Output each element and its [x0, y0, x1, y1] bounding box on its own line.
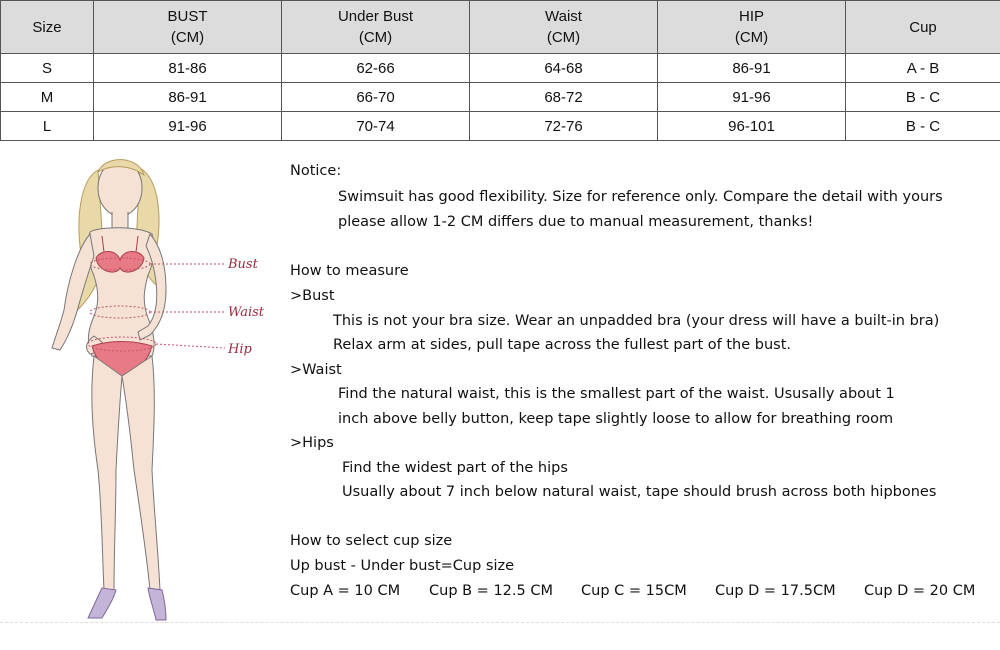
header-bust: BUST (CM) [94, 1, 282, 54]
cell-under-bust: 70-74 [282, 112, 470, 141]
cup-size-title: How to select cup size [290, 533, 453, 549]
bust-text: This is not your bra size. Wear an unpadded bra (your dress will have a built-in bra) [333, 313, 940, 329]
cup-item: Cup D = 20 CM [864, 583, 976, 599]
header-size: Size [1, 1, 94, 54]
cell-hip: 96-101 [658, 112, 846, 141]
size-chart-table [0, 0, 1000, 141]
cell-size: M [1, 83, 94, 112]
header-cup: Cup [846, 1, 1000, 54]
cup-item: Cup B = 12.5 CM [429, 583, 553, 599]
hips-text: Find the widest part of the hips [342, 460, 568, 476]
header-hip: HIP (CM) [658, 1, 846, 54]
cell-size: S [1, 54, 94, 83]
waist-text: Find the natural waist, this is the smallest part of the waist. Ususally about 1 [338, 386, 895, 402]
cell-under-bust: 62-66 [282, 54, 470, 83]
bust-label: Bust [228, 257, 258, 272]
cell-hip: 91-96 [658, 83, 846, 112]
notice-text: please allow 1-2 CM differs due to manual measurement, thanks! [338, 214, 814, 230]
cup-formula: Up bust - Under bust=Cup size [290, 558, 515, 574]
waist-text: inch above belly button, keep tape slightly loose to allow for breathing room [338, 411, 894, 427]
waist-label: Waist [228, 305, 265, 320]
hip-label: Hip [228, 342, 252, 357]
header-under-bust: Under Bust (CM) [282, 1, 470, 54]
cell-cup: A - B [846, 54, 1000, 83]
cup-item: Cup C = 15CM [581, 583, 687, 599]
cell-under-bust: 66-70 [282, 83, 470, 112]
table-row [1, 112, 1000, 141]
cup-item: Cup D = 17.5CM [715, 583, 836, 599]
cell-cup: B - C [846, 112, 1000, 141]
bust-text: Relax arm at sides, pull tape across the fullest part of the bust. [333, 337, 791, 353]
table-row [1, 83, 1000, 112]
hips-title: >Hips [290, 435, 334, 451]
cell-bust: 91-96 [94, 112, 282, 141]
cell-waist: 64-68 [470, 54, 658, 83]
notice-title: Notice: [290, 163, 342, 179]
cell-bust: 86-91 [94, 83, 282, 112]
cell-size: L [1, 112, 94, 141]
divider [0, 622, 1000, 623]
notice-text: Swimsuit has good flexibility. Size for reference only. Compare the detail with yours [338, 189, 943, 205]
bust-title: >Bust [290, 288, 335, 304]
table-header-row [1, 1, 1000, 54]
cell-waist: 72-76 [470, 112, 658, 141]
table-row [1, 54, 1000, 83]
cell-bust: 81-86 [94, 54, 282, 83]
header-waist: Waist (CM) [470, 1, 658, 54]
hips-text: Usually about 7 inch below natural waist, tape should brush across both hipbones [342, 484, 937, 500]
how-to-measure-title: How to measure [290, 263, 409, 279]
woman-illustration [20, 150, 270, 630]
cell-hip: 86-91 [658, 54, 846, 83]
cell-cup: B - C [846, 83, 1000, 112]
waist-title: >Waist [290, 362, 342, 378]
cup-item: Cup A = 10 CM [290, 583, 401, 599]
cell-waist: 68-72 [470, 83, 658, 112]
measurement-figure [20, 150, 270, 630]
